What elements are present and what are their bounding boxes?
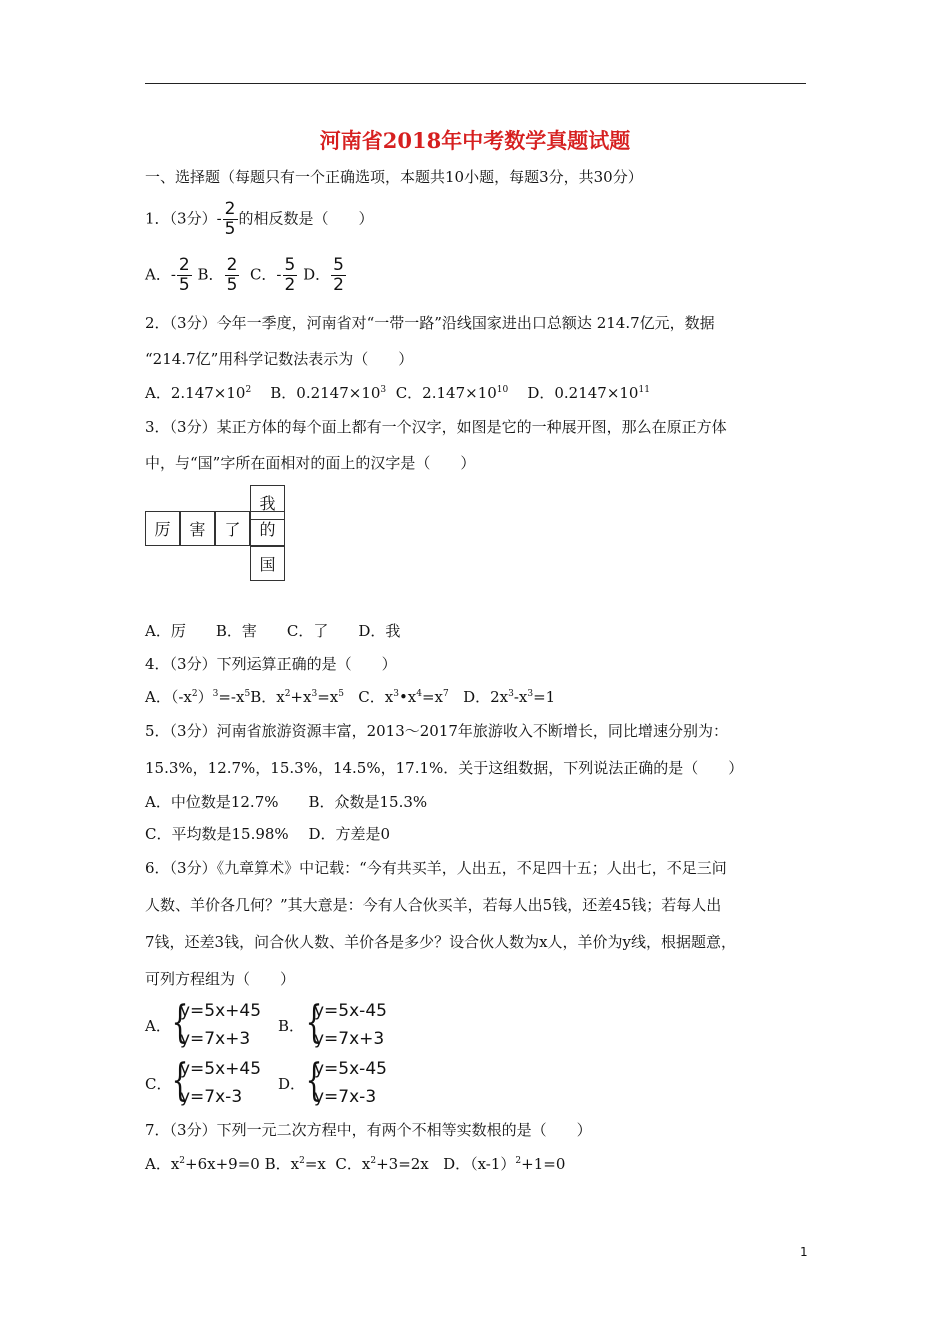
question-3-line2: 中，与“国”字所在面相对的面上的汉字是（ ） [145, 454, 476, 472]
question-4-line1: 4．（3分）下列运算正确的是（ ） [145, 655, 397, 673]
question-1-options: A．- $\frac{2}{5}$ B． $\frac{2}{5}$ C．- $\frac{5}{2}$ D． $\frac{5}{2}$ [145, 255, 344, 295]
brace-icon: { [171, 997, 189, 1048]
question-2-options: A．$2.147\times 10^2$ B．$0.2147\times 10^3$ C．$2.147\times 10^{10}$ D．$0.2147\times 10^{11}$ [145, 384, 650, 402]
option-c-system: { y=5x+45 y=7x-3 [171, 1055, 262, 1107]
option-a-system: { y=5x+45 y=7x+3 [171, 997, 262, 1049]
question-5-line2: 15.3%，12.7%，15.3%，14.5%，17.1%．关于这组数据，下列说法正确的是（ ） [145, 759, 744, 777]
cube-face-3: 了 [215, 511, 250, 546]
question-5-options-cd: C．平均数是15.98% D．方差是0 [145, 825, 391, 843]
question-6-line2: 人数、羊价各几何？”其大意是：今有人合伙买羊，若每人出5钱，还差45钱；若每人出 [145, 896, 722, 914]
cube-face-1: 厉 [145, 511, 180, 546]
option-d-label: D． [278, 1075, 306, 1093]
option-b-system: { y=5x-45 y=7x+3 [305, 997, 387, 1049]
question-2-line1: 2．（3分）今年一季度，河南省对“一带一路”沿线国家进出口总额达 214.7亿元，数据 [145, 314, 715, 332]
question-3-line1: 3．（3分）某正方体的每个面上都有一个汉字，如图是它的一种展开图，那么在原正方体 [145, 418, 727, 436]
option-d-system: { y=5x-45 y=7x-3 [305, 1055, 387, 1107]
section-heading: 一、选择题（每题只有一个正确选项，本题共10小题，每题3分，共30分） [145, 168, 643, 186]
cube-face-bottom: 国 [250, 546, 285, 581]
brace-icon: { [171, 1055, 189, 1106]
brace-icon: { [305, 997, 323, 1048]
question-3-options: A．厉 B．害 C．了 D．我 [145, 622, 401, 640]
cube-face-top: 我 [250, 485, 285, 520]
question-2-line2: “214.7亿”用科学记数法表示为（ ） [145, 350, 414, 368]
brace-icon: { [305, 1055, 323, 1106]
option-b-label: B． [278, 1017, 305, 1035]
page-title: 河南省2018年中考数学真题试题 [319, 128, 631, 153]
question-7-options: A．$x^2+6x+9=0$ B．$x^2=x$ C．$x^2+3=2x$ D．$(x-1)^2+1=0$ [145, 1155, 566, 1173]
question-6-line3: 7钱，还差3钱，问合伙人数、羊价各是多少？设合伙人数为x人，羊价为y线，根据题意， [145, 933, 737, 951]
question-1: 1．（3分）- $\frac{2}{5}$ 的相反数是（ ） [145, 199, 374, 239]
cube-face-2: 害 [180, 511, 215, 546]
question-5-line1: 5．（3分）河南省旅游资源丰富，2013～2017年旅游收入不断增长，同比增速分别为： [145, 722, 728, 740]
question-6-line4: 可列方程组为（ ） [145, 970, 296, 988]
question-7-line1: 7．（3分）下列一元二次方程中，有两个不相等实数根的是（ ） [145, 1121, 592, 1139]
question-5-options-ab: A．中位数是12.7% B．众数是15.3% [145, 793, 428, 811]
header-rule [145, 83, 806, 84]
question-4-options: A．$(-x^2)^3=-x^5B$．$x^2+x^3=x^5$ C．$x^3•x^4=x^7$ D．$2x^3-x^3=1$ [145, 688, 556, 706]
fraction: $\frac{2}{5}$ [224, 199, 236, 239]
page-number: 1 [800, 1245, 808, 1259]
option-a-label: A． [145, 1017, 171, 1035]
cube-face-4: 的 [250, 511, 285, 546]
question-6-line1: 6．（3分）《九章算术》中记载：“今有共买羊，人出五，不足四十五；人出七，不足三问 [145, 859, 727, 877]
option-c-label: C． [145, 1075, 172, 1093]
